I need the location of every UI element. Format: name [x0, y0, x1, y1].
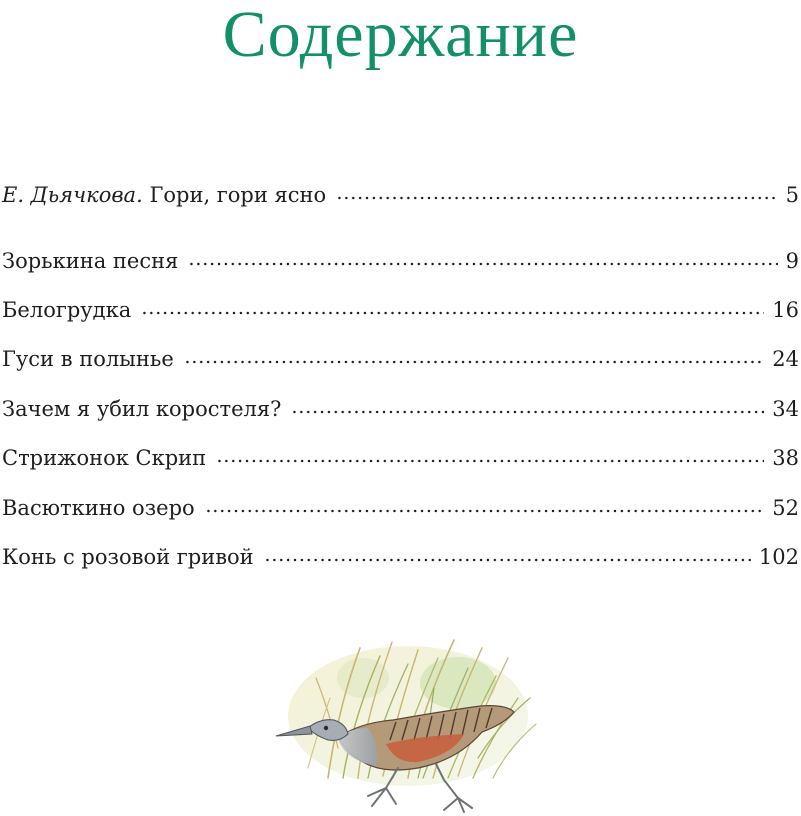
toc-entry-title: Стрижонок Скрип: [2, 446, 207, 470]
toc-entry[interactable]: [2, 344, 799, 374]
dot-leader: [336, 195, 777, 201]
dot-leader: [184, 359, 765, 365]
toc-entry-page: 24: [772, 347, 799, 371]
bird-eye: [324, 726, 328, 730]
green-wash: [337, 658, 389, 698]
toc-entry[interactable]: [2, 295, 799, 325]
toc-entry-page: 34: [772, 397, 799, 421]
toc-entry-title: Белогрудка: [2, 298, 132, 322]
toc-entry[interactable]: [2, 180, 799, 210]
toc-entry-title: Зорькина песня: [2, 249, 179, 273]
toc-entry-title: Гори, гори ясно: [149, 183, 327, 207]
dot-leader: [188, 261, 777, 267]
toc-entry-title: Васюткино озеро: [2, 496, 195, 520]
dot-leader: [264, 557, 751, 563]
toc-entry-title: Гуси в полынье: [2, 347, 174, 371]
dot-leader: [141, 310, 764, 316]
page-title: Содержание: [222, 0, 579, 71]
dot-leader: [216, 458, 764, 464]
corncrake-bird-illustration: [268, 628, 540, 816]
toc-entry-page: 16: [772, 298, 799, 322]
toc-entry-page: 52: [772, 496, 799, 520]
toc-entry-author: Е. Дьячкова.: [2, 183, 143, 207]
toc-entry[interactable]: [2, 493, 799, 523]
toc-entry[interactable]: [2, 443, 799, 473]
toc-entry-label: [2, 180, 326, 210]
toc-entry[interactable]: [2, 542, 799, 572]
toc-entry-title: Конь с розовой гривой: [2, 545, 254, 569]
green-wash: [420, 657, 496, 709]
toc-entry-title: Зачем я убил коростеля?: [2, 397, 282, 421]
toc-entry-page: 38: [772, 446, 799, 470]
toc-entry-page: 102: [758, 545, 799, 569]
dot-leader: [205, 508, 765, 514]
toc-entry[interactable]: [2, 246, 799, 276]
dot-leader: [291, 409, 764, 415]
toc-entry-page: 9: [785, 249, 799, 273]
toc-entry-page: 5: [785, 183, 799, 207]
toc-entry[interactable]: [2, 394, 799, 424]
